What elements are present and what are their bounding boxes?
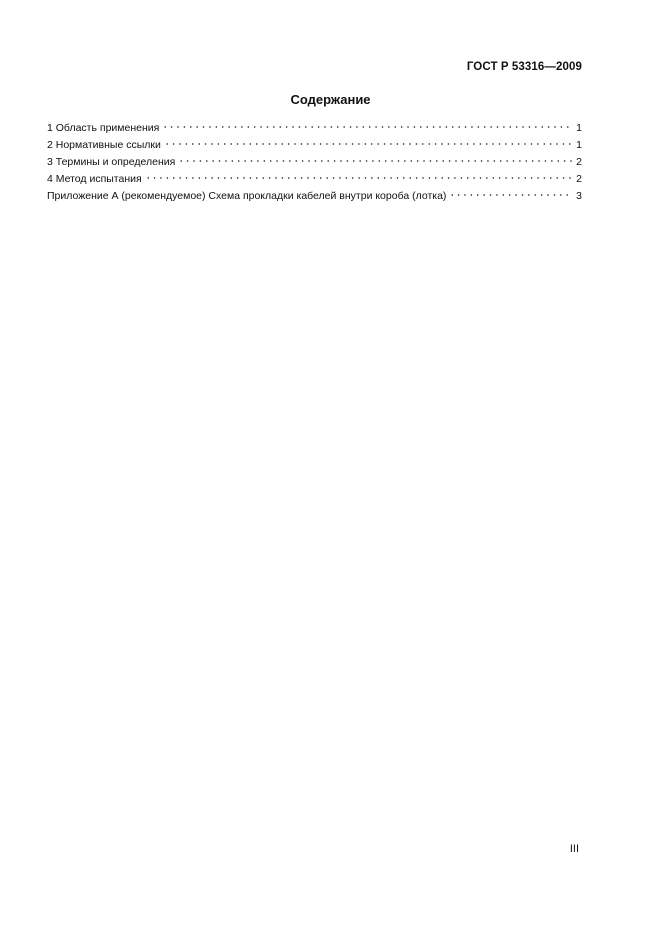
dot-leader xyxy=(145,177,572,179)
toc-entry-page: 3 xyxy=(576,190,582,202)
toc-entry-appendix-a[interactable] xyxy=(47,188,582,205)
dot-leader xyxy=(164,143,572,145)
toc-entry-terms-definitions[interactable] xyxy=(47,154,582,171)
toc-entry-page: 1 xyxy=(576,122,582,134)
toc-entry-label: 1 Область применения xyxy=(47,122,160,134)
document-code: ГОСТ Р 53316—2009 xyxy=(466,61,582,73)
toc-entry-test-method[interactable] xyxy=(47,171,582,188)
toc-entry-label: 2 Нормативные ссылки xyxy=(47,139,161,151)
toc-title: Содержание xyxy=(290,92,371,107)
toc-entry-page: 2 xyxy=(576,156,582,168)
toc-entry-page: 2 xyxy=(576,173,582,185)
dot-leader xyxy=(449,194,572,196)
dot-leader xyxy=(178,160,572,162)
toc-entry-label: 4 Метод испытания xyxy=(47,173,142,185)
toc-entry-page: 1 xyxy=(576,139,582,151)
toc-entry-scope[interactable] xyxy=(47,120,582,137)
toc-entry-normative-references[interactable] xyxy=(47,137,582,154)
page-number: III xyxy=(569,843,579,855)
dot-leader xyxy=(162,126,572,128)
toc-entry-label: Приложение А (рекомендуемое) Схема прокладки кабелей внутри короба (лотка) xyxy=(47,190,447,202)
table-of-contents xyxy=(47,120,582,205)
toc-entry-label: 3 Термины и определения xyxy=(47,156,176,168)
